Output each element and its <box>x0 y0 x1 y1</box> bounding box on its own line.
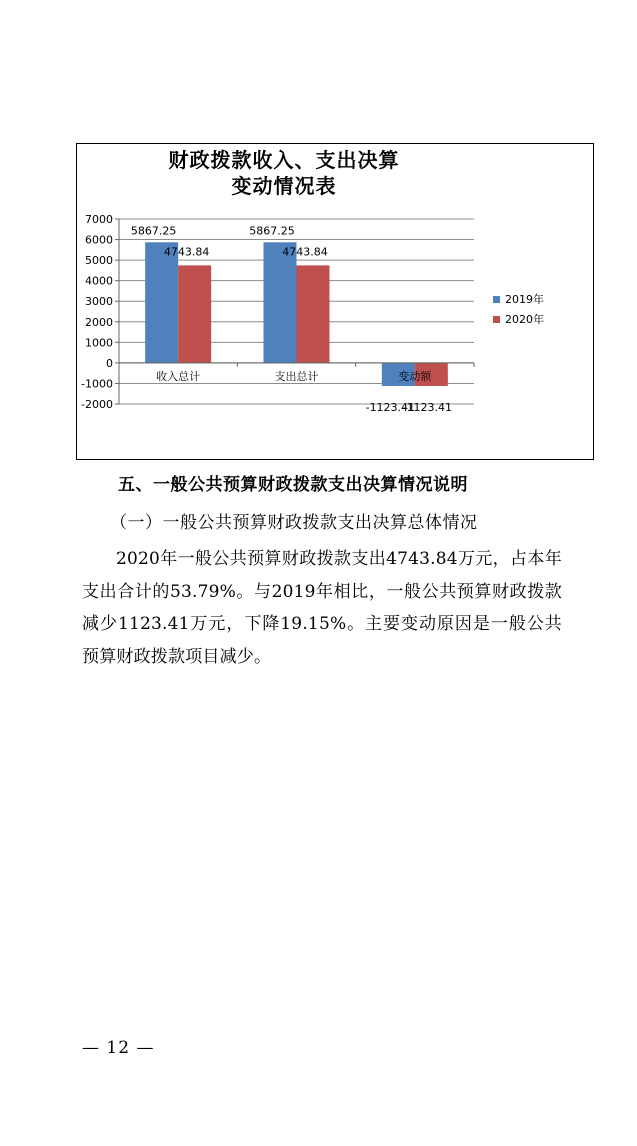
y-tick-label: 0 <box>106 356 113 370</box>
body-paragraph: 2020年一般公共预算财政拨款支出4743.84万元，占本年支出合计的53.79%。与2019年相比，一般公共预算财政拨款减少1123.41万元，下降19.15%。主要变动原因是一般公共预算财政拨款项目减少。 <box>82 549 562 667</box>
y-tick-label: 4000 <box>85 274 113 288</box>
legend-swatch-2019 <box>493 296 500 303</box>
bar-2019年-收入总计 <box>145 242 178 363</box>
data-label: 5867.25 <box>249 224 295 238</box>
data-label: -1123.41 <box>365 400 416 414</box>
bar-2019年-支出总计 <box>264 242 297 363</box>
y-tick-label: 1000 <box>85 336 113 350</box>
y-tick-label: -1000 <box>81 377 113 391</box>
bar-2020年-收入总计 <box>178 265 211 363</box>
section-subheading: （一）一般公共预算财政拨款支出决算总体情况 <box>110 513 478 533</box>
category-label: 变动额 <box>398 369 432 383</box>
legend-item-2019 <box>493 289 544 309</box>
y-tick-label: -2000 <box>81 398 113 411</box>
y-tick-label: 2000 <box>85 315 113 329</box>
chart-legend <box>493 289 544 329</box>
data-label: 4743.84 <box>163 245 210 259</box>
data-label: 5867.25 <box>130 224 177 238</box>
y-tick-label: 5000 <box>85 254 113 268</box>
page-number: — 12 — <box>82 1038 155 1058</box>
chart-title-line-2: 变动情况表 <box>231 174 337 198</box>
category-label: 支出总计 <box>274 369 319 383</box>
y-tick-label: 3000 <box>85 295 113 309</box>
data-label: 4743.84 <box>282 245 328 259</box>
data-label: -1123.41 <box>402 400 453 414</box>
legend-label-2019: 2019年 <box>505 293 544 306</box>
section-heading: 五、一般公共预算财政拨款支出决算情况说明 <box>118 475 468 495</box>
category-label: 收入总计 <box>156 369 201 383</box>
y-tick-label: 6000 <box>85 233 113 247</box>
bar-2020年-支出总计 <box>297 265 330 363</box>
legend-label-2020: 2020年 <box>505 313 544 326</box>
legend-swatch-2020 <box>493 316 500 323</box>
chart-title-line-1: 财政拨款收入、支出决算 <box>168 148 400 172</box>
chart-container <box>76 143 594 460</box>
legend-item-2020 <box>493 309 544 329</box>
y-tick-label: 7000 <box>85 213 113 226</box>
